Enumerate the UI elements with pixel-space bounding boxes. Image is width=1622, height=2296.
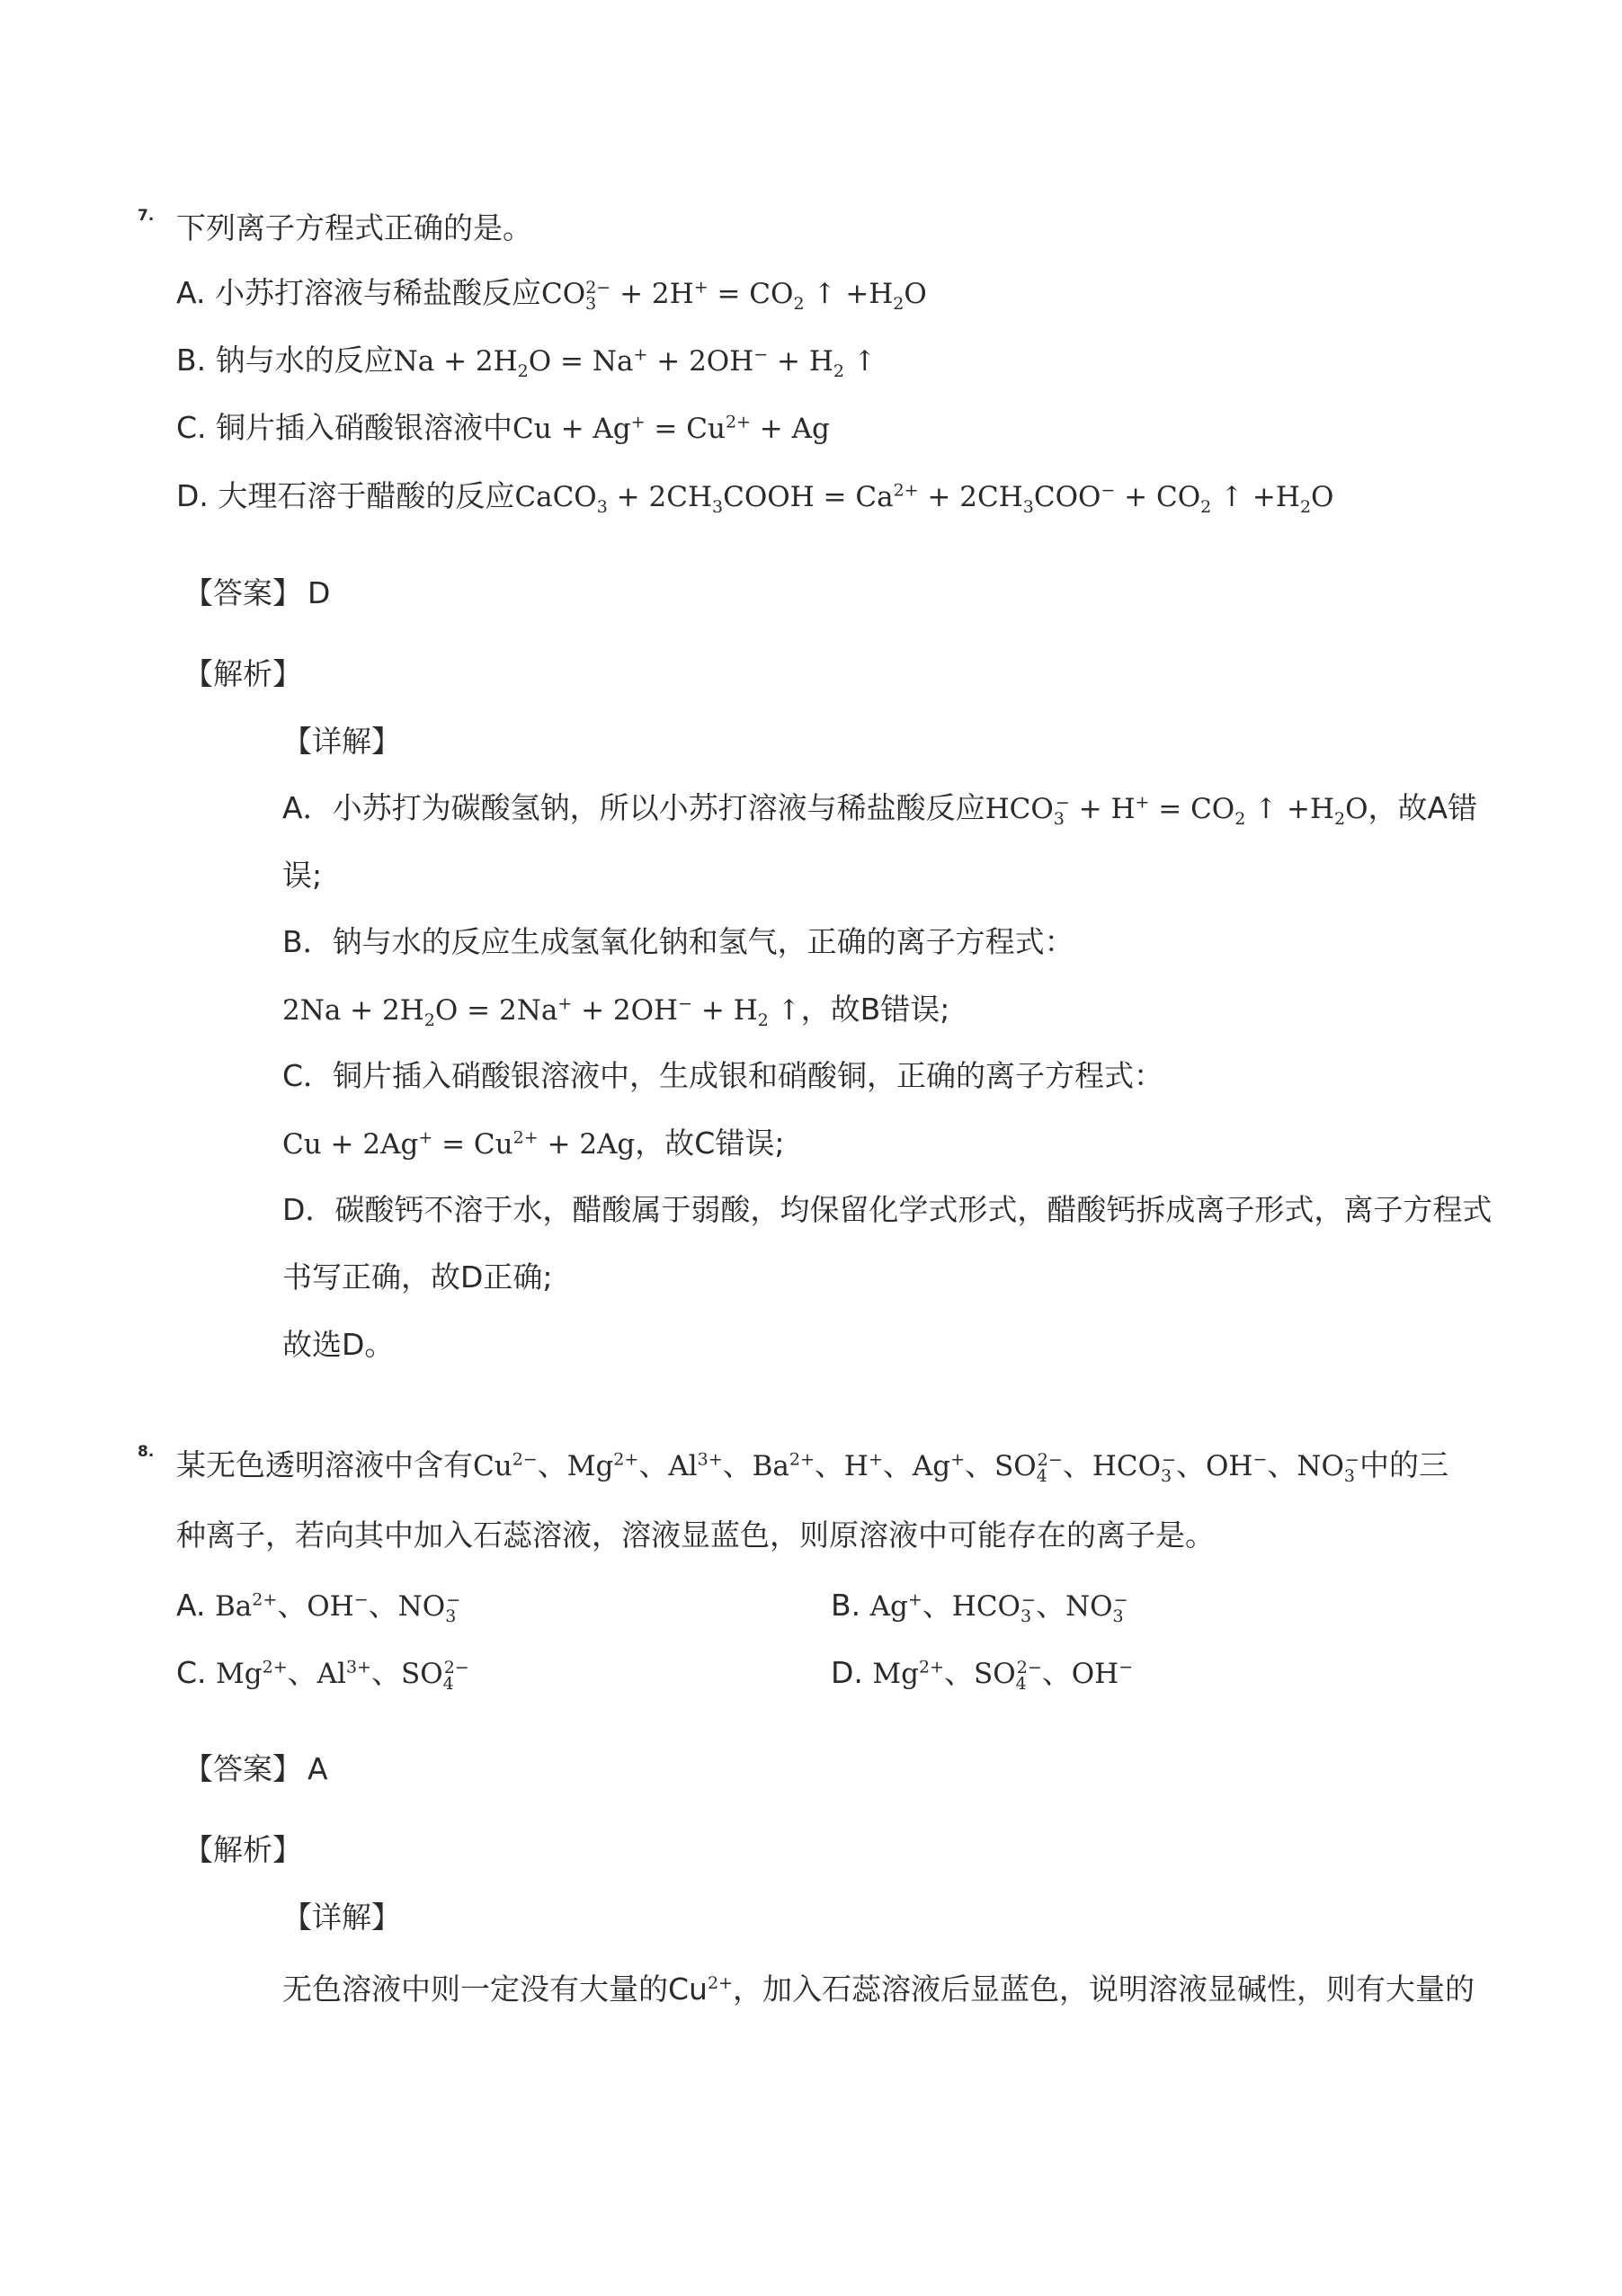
q8-detail-line1: 无色溶液中则一定没有大量的$Cu^{2+}$，加入石蕊溶液后显蓝色，说明溶液显碱性，则有大量的: [282, 1971, 1475, 2007]
question-8-number: 8.: [138, 1443, 155, 1461]
ion-formula: $Al^{3+}$: [668, 1449, 723, 1482]
ion-formula: $Ba^{2+}$: [752, 1449, 815, 1482]
q7-option-d: D. 大理石溶于醋酸的反应CaCO$_3$ + $2CH_3COOH = Ca^{2+} + 2CH_3COO^- + CO_2$ ↑ $+H_2O$: [176, 478, 1334, 518]
ion-formula: $SO_4^{2-}$: [994, 1449, 1063, 1487]
ion-formula: $NO_3^-$: [1297, 1449, 1359, 1487]
q7-detail-b-line1: B．钠与水的反应生成氢氧化钠和氢气，正确的离子方程式：: [282, 924, 1074, 959]
q7-detail-label: 【详解】: [282, 724, 401, 759]
q8-analysis-label: 【解析】: [183, 1832, 302, 1867]
q7-detail-a-line1: A．小苏打为碳酸氢钠，所以小苏打溶液与稀盐酸反应$HCO_3^- + H^+ = CO_2$ ↑ $+H_2O$，故A错: [282, 790, 1478, 830]
ion-formula: Ag+: [912, 1449, 966, 1482]
q7-detail-a-line2: 误;: [282, 858, 323, 893]
ion-formula: $NO_3^-$: [397, 1589, 461, 1627]
ion-formula: $Mg^{2+}$: [872, 1657, 944, 1690]
q7-detail-b-line2: $2Na + 2H_2O = 2Na^+ + 2OH^- + H_2$ ↑，故B错误;: [282, 992, 950, 1031]
question-8-stem-line1: 某无色透明溶液中含有$Cu^{2-}$、$Mg^{2+}$、$Al^{3+}$、$Ba^{2+}$、H+、Ag+、$SO_4^{2-}$、$HCO_3^-$、OH−、$NO_3^-$中的三: [176, 1447, 1448, 1487]
ion-formula: OH−: [307, 1589, 369, 1623]
ion-formula: $Mg^{2+}$: [566, 1449, 639, 1482]
q7-answer: 【答案】 D: [183, 575, 331, 610]
question-7-stem: 下列离子方程式正确的是。: [176, 210, 532, 245]
ion-formula: $Mg^{2+}$: [216, 1657, 288, 1690]
q7-detail-c-line2: $Cu + 2Ag^+ = Cu^{2+} + 2Ag$，故C错误;: [282, 1126, 785, 1161]
q8-option-b: B. Ag+、$HCO_3^-$、$NO_3^-$: [831, 1588, 1128, 1627]
ion-formula: $HCO_3^-$: [951, 1589, 1036, 1627]
ion-formula: Ag+: [869, 1589, 922, 1623]
ion-formula: OH−: [1071, 1657, 1134, 1690]
q7-detail-conclusion: 故选D。: [282, 1327, 395, 1362]
q8-option-d: D. $Mg^{2+}$、$SO_4^{2-}$、OH−: [831, 1655, 1134, 1695]
q8-ion-list: $Cu^{2-}$、$Mg^{2+}$、$Al^{3+}$、$Ba^{2+}$、H+、Ag+、$SO_4^{2-}$、$HCO_3^-$、OH−、$NO_3^-$: [473, 1447, 1359, 1487]
ion-formula: $Cu^{2-}$: [473, 1449, 538, 1482]
ion-formula: $SO_4^{2-}$: [400, 1657, 469, 1695]
q7-option-b: B. 钠与水的反应$Na + 2H_2O = Na^+ + 2OH^- + H_2$ ↑: [176, 343, 877, 382]
q8-option-c: C. $Mg^{2+}$、$Al^{3+}$、$SO_4^{2-}$: [176, 1655, 469, 1695]
q8-option-a: A. $Ba^{2+}$、OH−、$NO_3^-$: [176, 1588, 461, 1627]
ion-formula: $HCO_3^-$: [1092, 1449, 1176, 1487]
ion-formula: $SO_4^{2-}$: [974, 1657, 1042, 1695]
q7-detail-c-line1: C．铜片插入硝酸银溶液中，生成银和硝酸铜，正确的离子方程式：: [282, 1058, 1164, 1093]
q7-detail-d-line1: D．碳酸钙不溶于水，醋酸属于弱酸，均保留化学式形式，醋酸钙拆成离子形式，离子方程式: [282, 1192, 1493, 1227]
q8-detail-label: 【详解】: [282, 1900, 401, 1935]
ion-formula: OH−: [1206, 1449, 1268, 1482]
ion-formula: $Al^{3+}$: [316, 1657, 371, 1690]
ion-formula: $Ba^{2+}$: [214, 1589, 278, 1623]
q7-option-c: C. 铜片插入硝酸银溶液中$Cu + Ag^+ = Cu^{2+} + Ag$: [176, 410, 830, 445]
question-8-stem-line2: 种离子，若向其中加入石蕊溶液，溶液显蓝色，则原溶液中可能存在的离子是。: [176, 1517, 1215, 1553]
question-7-number: 7.: [138, 207, 155, 225]
ion-formula: H+: [843, 1449, 883, 1482]
q7-option-a: A. 小苏打溶液与稀盐酸反应$CO_3^{2-} + 2H^+ = CO_2$ ↑ $+H_2O$: [176, 275, 927, 315]
q8-answer: 【答案】 A: [183, 1751, 328, 1786]
q7-detail-d-line2: 书写正确，故D正确;: [282, 1259, 553, 1295]
q7-analysis-label: 【解析】: [183, 656, 302, 691]
ion-formula: $NO_3^-$: [1065, 1589, 1128, 1627]
